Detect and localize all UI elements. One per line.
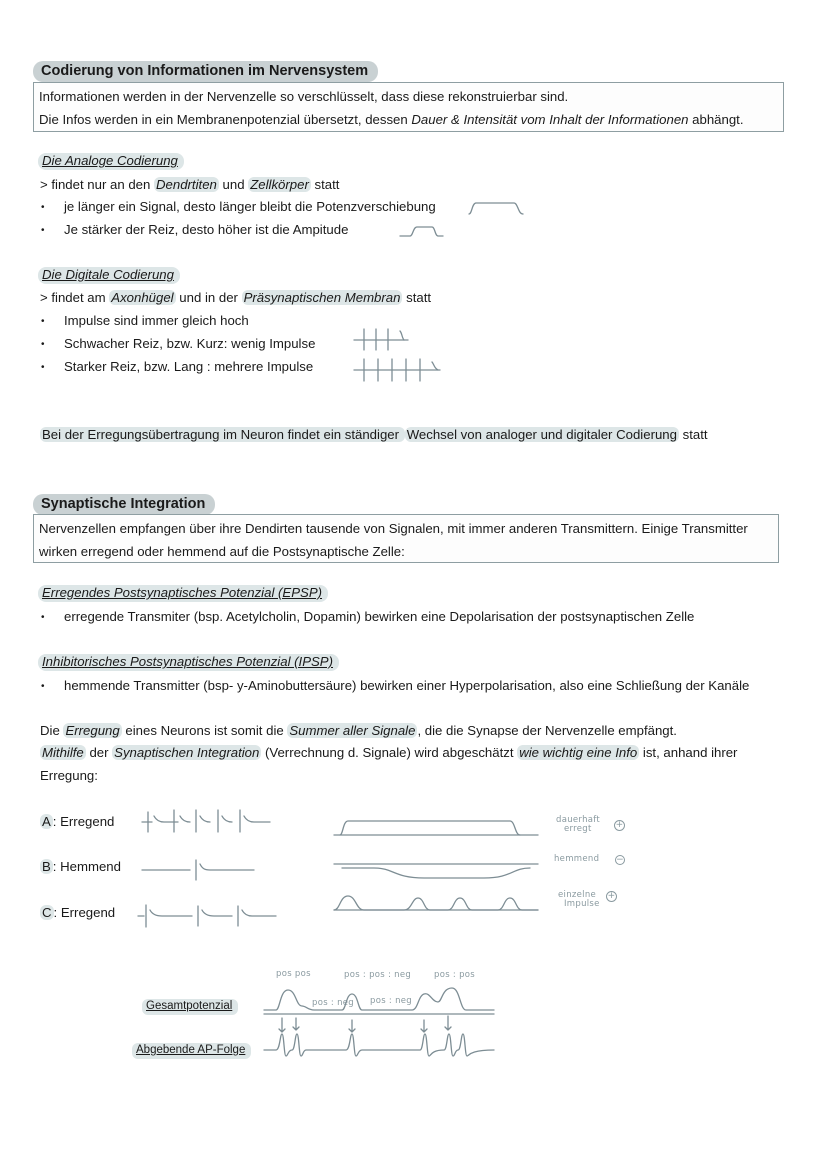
intro-line-1: Informationen werden in der Nervenzelle so verschlüsselt, dass diese rekonstruierbar sind. bbox=[39, 89, 569, 104]
bullet-dot: • bbox=[41, 681, 45, 692]
analog-bullet-1: je länger ein Signal, desto länger bleibt die Potenzverschiebung bbox=[64, 199, 436, 214]
digital-bullet-2: Schwacher Reiz, bzw. Kurz: wenig Impulse bbox=[64, 336, 316, 351]
strong-impulse-sketch bbox=[352, 356, 444, 384]
digital-bullet-1: Impulse sind immer gleich hoch bbox=[64, 313, 249, 328]
input-label-c: C : Erregend bbox=[42, 905, 116, 920]
digital-location-line: > findet am Axonhügel und in der Präsynaptischen Membran statt bbox=[40, 290, 432, 305]
input-label-a: A : Erregend bbox=[42, 814, 115, 829]
sum-trace-dauerhaft bbox=[334, 815, 544, 839]
synaptic-intro-box bbox=[33, 514, 779, 563]
signal-c-trace bbox=[136, 900, 280, 930]
section-title-synaptische-integration: Synaptische Integration bbox=[33, 494, 215, 515]
minus-circle-icon: − bbox=[616, 855, 624, 865]
subtitle-analog: Die Analoge Codierung bbox=[38, 153, 184, 170]
label-ap-folge: Abgebende AP-Folge bbox=[132, 1043, 251, 1059]
note-pos-pos-2: pos : pos bbox=[434, 970, 476, 980]
label-gesamtpotenzial: Gesamtpotenzial bbox=[142, 999, 238, 1015]
annotation-dauerhaft-erregt: dauerhaft erregt bbox=[556, 815, 601, 834]
summary-line: Bei der Erregungsübertragung im Neuron findet ein ständiger Wechsel von analoger und digitaler Codierung statt bbox=[42, 427, 708, 442]
intro-box bbox=[33, 82, 784, 132]
bullet-dot: • bbox=[41, 362, 45, 373]
analog-amplitude-sketch bbox=[398, 222, 446, 240]
plus-circle-icon: + bbox=[607, 891, 616, 901]
bullet-dot: • bbox=[41, 316, 45, 327]
subtitle-epsp: Erregendes Postsynaptisches Potenzial (EPSP) bbox=[38, 585, 328, 602]
intro-line-2: Die Infos werden in ein Membranenpotenzial übersetzt, dessen Dauer & Intensität vom Inhalt der Informationen abhängt. bbox=[39, 112, 744, 127]
conclusion-line-3: Erregung: bbox=[40, 768, 98, 783]
section-title-codierung: Codierung von Informationen im Nervensystem bbox=[33, 61, 378, 82]
sum-trace-hemmend bbox=[334, 856, 544, 886]
note-pos-neg-2: pos : neg bbox=[370, 996, 413, 1006]
epsp-bullet: erregende Transmiter (bsp. Acetylcholin, Dopamin) bewirken eine Depolarisation der postsynaptischen Zelle bbox=[64, 609, 695, 624]
signal-a-trace bbox=[140, 806, 274, 836]
summed-potential-and-ap-diagram bbox=[262, 980, 498, 1060]
conclusion-line-1: Die Erregung eines Neurons ist somit die Summer aller Signale , die die Synapse der Nervenzelle empfängt. bbox=[40, 723, 677, 738]
bullet-dot: • bbox=[41, 202, 45, 213]
annotation-hemmend: hemmend bbox=[554, 854, 600, 864]
conclusion-line-2: Mithilfe der Synaptischen Integration (Verrechnung d. Signale) wird abgeschätzt wie wichtig eine Info ist, anhand ihrer bbox=[42, 745, 738, 760]
analog-bullet-2: Je stärker der Reiz, desto höher ist die Ampitude bbox=[64, 222, 349, 237]
ipsp-bullet: hemmende Transmitter (bsp- y-Aminobuttersäure) bewirken einer Hyperpolarisation, also eine Schließung der Kanäle bbox=[64, 678, 750, 693]
weak-impulse-sketch bbox=[352, 326, 412, 352]
input-label-b: B : Hemmend bbox=[42, 859, 121, 874]
plus-circle-icon: + bbox=[615, 820, 624, 830]
note-pos-neg-1: pos : neg bbox=[312, 998, 355, 1008]
note-pos-pos: pos pos bbox=[276, 969, 311, 979]
signal-b-trace bbox=[140, 854, 258, 882]
annotation-einzelne-impulse: einzelne Impulse bbox=[558, 890, 600, 909]
bullet-dot: • bbox=[41, 612, 45, 623]
sum-trace-einzelne bbox=[334, 890, 544, 920]
synaptic-line-2: wirken erregend oder hemmend auf die Postsynaptische Zelle: bbox=[39, 544, 405, 559]
analog-location-line: > findet nur an den Dendrtiten und Zellkörper statt bbox=[40, 177, 340, 192]
bullet-dot: • bbox=[41, 339, 45, 350]
synaptic-line-1: Nervenzellen empfangen über ihre Dendirten tausende von Signalen, mit immer anderen Transmittern. Einige Transmitter bbox=[39, 521, 748, 536]
subtitle-digital: Die Digitale Codierung bbox=[38, 267, 180, 284]
analog-long-signal-sketch bbox=[466, 198, 526, 218]
digital-bullet-3: Starker Reiz, bzw. Lang : mehrere Impulse bbox=[64, 359, 314, 374]
bullet-dot: • bbox=[41, 225, 45, 236]
subtitle-ipsp: Inhibitorisches Postsynaptisches Potenzial (IPSP) bbox=[38, 654, 339, 671]
note-pos-pos-neg: pos : pos : neg bbox=[344, 970, 412, 980]
